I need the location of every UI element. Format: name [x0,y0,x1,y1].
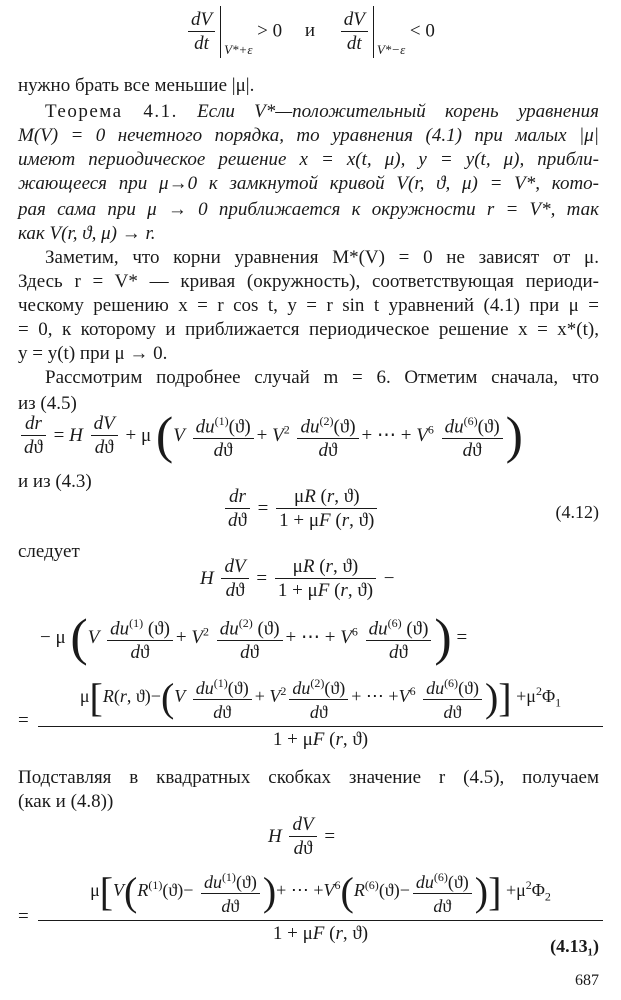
formula-H-dV-final-top: H $\frac{dV}{dϑ}$ = [268,814,336,859]
equation-number: (4.13₁) [550,936,599,956]
paragraph-line: Подставляя в квадратных скобках значение r (4.5), получаем [18,767,599,788]
theorem-line: рая сама при μ → 0 приближается к окружности r = V*, так [18,199,599,220]
paragraph-line: из (4.5) [18,393,77,414]
formula-dr-expansion: $\frac{dr}{dϑ}$ = H $\frac{dV}{dϑ}$ + μ (V $\frac{du^{(1)}(ϑ)}{dϑ}$ + $V^2$ $\frac{du^{(2)}(ϑ)}{dϑ}$ + ⋯ + $V^6$ $\frac{du^{(6)}(ϑ)}{dϑ}$ ) [18,410,523,463]
formula-top: $\frac{dV}{dt}$ V*+ε > 0 и $\frac{dV}{dt}$ V*−ε < 0 [185,6,435,58]
theorem-line: как V(r, ϑ, μ) → r. [18,223,156,244]
paragraph-line: ческому решению x = r cos t, y = r sin t уравнений (4.1) при μ = [18,295,599,316]
theorem-label: Теорема 4.1. [45,101,178,122]
formula-H-dV-line2: − μ (V $\frac{du^{(1)} (ϑ)}{dϑ}$ + $V^2$ $\frac{du^{(2)} (ϑ)}{dϑ}$ + ⋯ + $V^6$ $\frac{du^{(6)} (ϑ)}{dϑ}$ ) = [40,609,468,667]
formula-H-dV-line1: H $\frac{dV}{dϑ}$ = $\frac{\mu R (r, ϑ)}{1 + \mu F (r, ϑ)}$ − [200,556,395,601]
paragraph-line: Рассмотрим подробнее случай m = 6. Отметим сначала, что [45,367,599,388]
theorem-line: имеют периодическое решение x = x(t, μ), y = y(t, μ), прибли- [18,149,599,170]
equation-number: (4.12) [555,502,599,522]
paragraph-line: следует [18,541,80,562]
formula-4-12: $\frac{dr}{dϑ}$ = $\frac{\mu R (r, ϑ)}{1 + \mu F (r, ϑ)}$ [222,486,380,533]
theorem-line [45,100,599,124]
theorem-text: Если V*—положительный корень уравнения [197,101,599,122]
paragraph-line: (как и (4.8)) [18,791,114,812]
paragraph-line: и из (4.3) [18,471,92,492]
paragraph-line: нужно брать все меньшие |μ|. [18,75,255,96]
paragraph-line: y = y(t) при μ → 0. [18,343,168,364]
paragraph-line: Здесь r = V* — кривая (окружность), соответствующая периоди- [18,271,599,292]
formula-4-13-1: = $\mu[V(R^{(1)}(ϑ)-$ $\frac{du^{(1)}(ϑ)}{dϑ}$ )+ ⋯ $+V^6(R^{(6)}(ϑ)-$ $\frac{du^{(6)}(ϑ)}{dϑ}$ )] $+\mu^2\Phi_2$ 1 + μF (r, ϑ) [18,866,608,947]
theorem-line: M(V) = 0 нечетного порядка, то уравнения (4.1) при малых |μ| [18,125,599,146]
formula-H-dV-line3: = μ[R(r, ϑ)−(V $\frac{du^{(1)}(ϑ)}{dϑ}$ + $V^2$ $\frac{du^{(2)}(ϑ)}{dϑ}$ + ⋯ $+V^6$ $\frac{du^{(6)}(ϑ)}{dϑ}$ )] $+\mu^2\Phi_1$ 1 + μF (r, ϑ) [18,672,608,753]
page-number: 687 [575,972,599,989]
paragraph-line: Заметим, что корни уравнения M*(V) = 0 не зависят от μ. [45,247,599,268]
theorem-line: жающееся при μ→0 к замкнутой кривой V(r, ϑ, μ) = V*, кото- [18,173,599,194]
paragraph-line: = 0, к которому и приближается периодическое решение x = x*(t), [18,319,599,340]
